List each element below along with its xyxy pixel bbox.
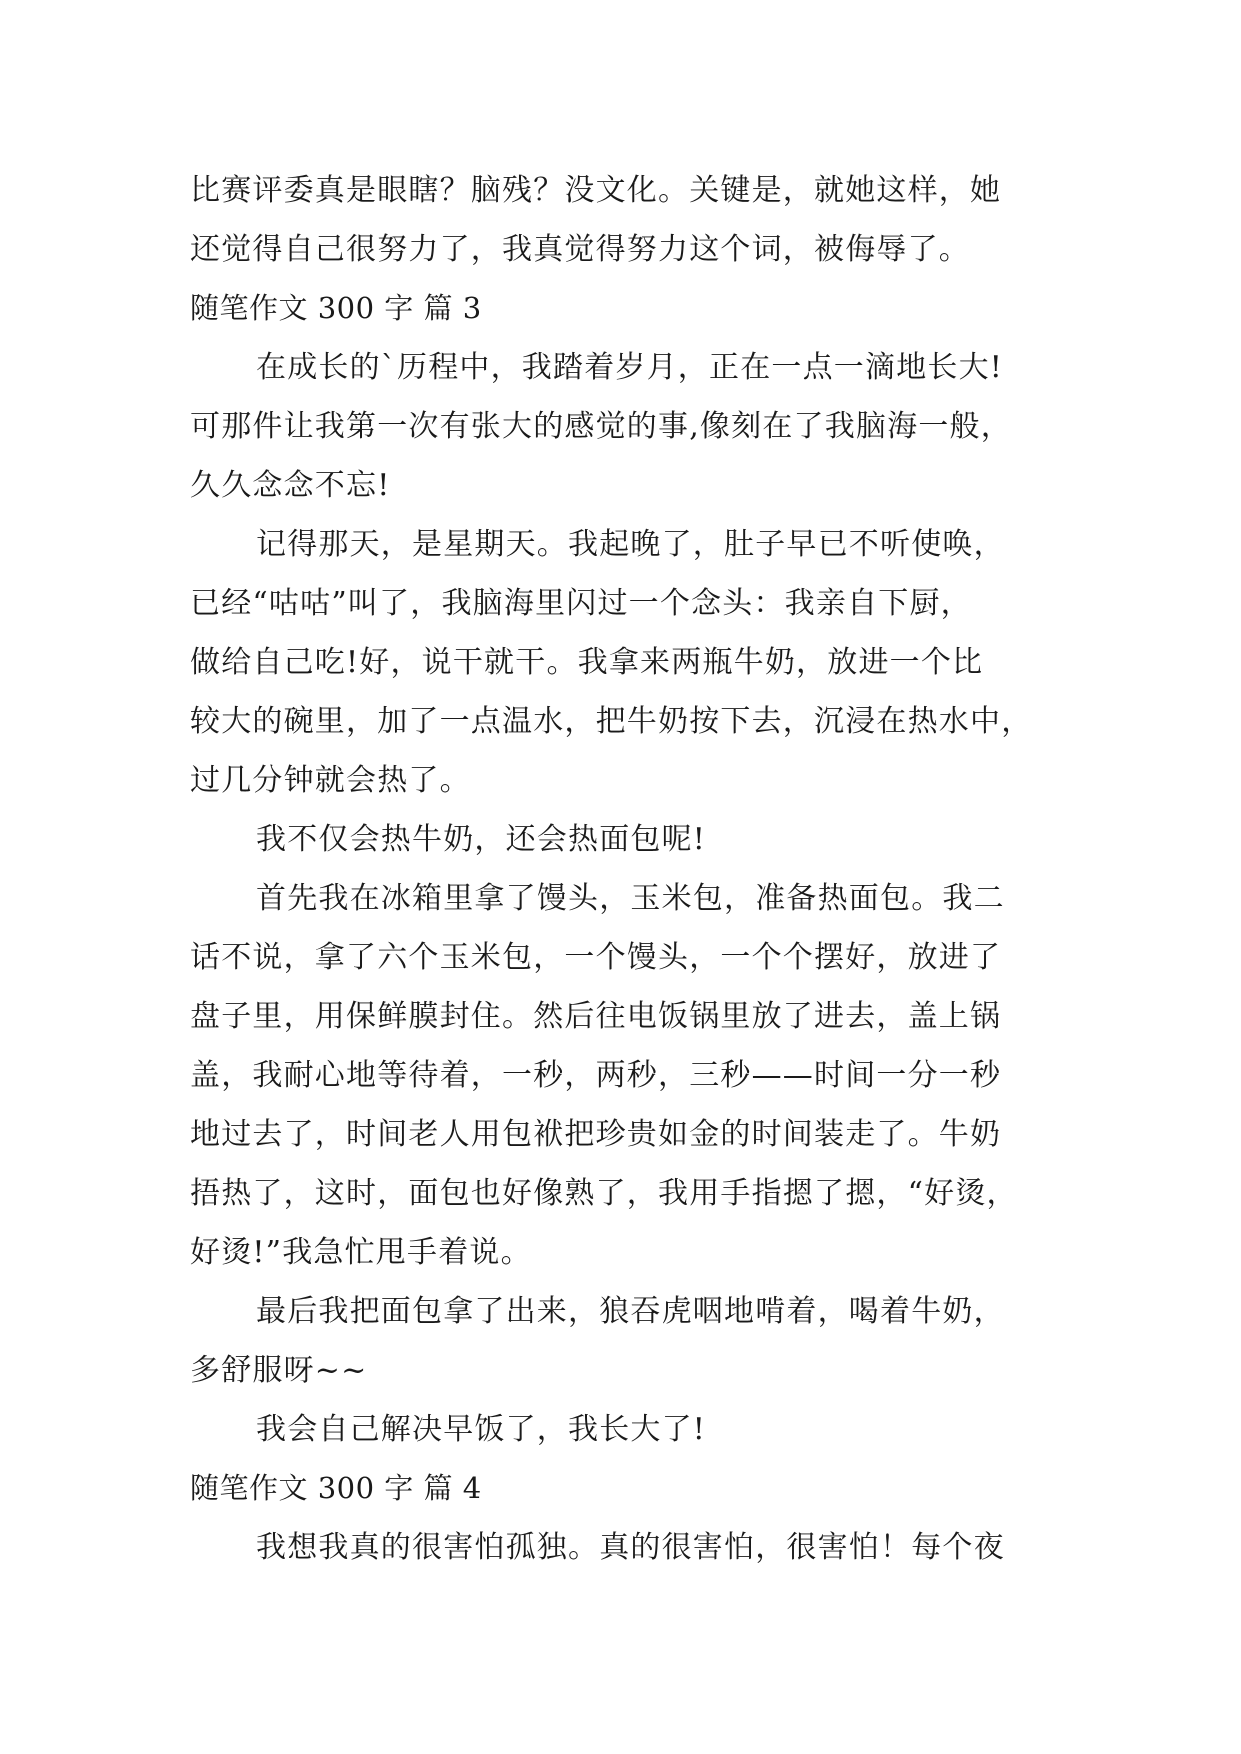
text-line: 比赛评委真是眼瞎？脑残？没文化。关键是，就她这样，她	[190, 173, 1002, 208]
paragraph-first-line: 记得那天，是星期天。我起晚了，肚子早已不听使唤，	[256, 527, 1005, 562]
paragraph-first-line: 我想我真的很害怕孤独。真的很害怕，很害怕！每个夜	[256, 1530, 1005, 1565]
text-line: 久久念念不忘!	[190, 468, 391, 503]
text-line: 盘子里，用保鲜膜封住。然后往电饭锅里放了进去，盖上锅	[190, 999, 1002, 1034]
document-body	[190, 161, 1070, 1577]
paragraph-first-line: 在成长的`历程中，我踏着岁月，正在一点一滴地长大!	[256, 350, 1004, 385]
text-line: 已经“咕咕”叫了，我脑海里闪过一个念头：我亲自下厨，	[190, 586, 972, 621]
text-line: 过几分钟就会热了。	[190, 763, 471, 798]
text-line: 好烫!”我急忙甩手着说。	[190, 1235, 532, 1270]
text-line: 较大的碗里，加了一点温水，把牛奶按下去，沉浸在热水中，	[190, 704, 1033, 739]
text-line: 地过去了，时间老人用包袱把珍贵如金的时间装走了。牛奶	[190, 1117, 1002, 1152]
text-line: 捂热了，这时，面包也好像熟了，我用手指摁了摁，“好烫，	[190, 1176, 1018, 1211]
text-line: 可那件让我第一次有张大的感觉的事,像刻在了我脑海一般，	[190, 409, 1012, 444]
section-heading: 随笔作文 300 字 篇 3	[190, 291, 482, 325]
paragraph-first-line: 首先我在冰箱里拿了馒头，玉米包，准备热面包。我二	[256, 881, 1005, 916]
text-line: 话不说，拿了六个玉米包，一个馒头，一个个摆好，放进了	[190, 940, 1002, 975]
paragraph-first-line: 我不仅会热牛奶，还会热面包呢!	[256, 822, 707, 857]
paragraph-first-line: 我会自己解决早饭了，我长大了!	[256, 1412, 707, 1447]
text-line: 多舒服呀~~	[190, 1353, 368, 1388]
paragraph-first-line: 最后我把面包拿了出来，狼吞虎咽地啃着，喝着牛奶，	[256, 1294, 1005, 1329]
text-line: 还觉得自己很努力了，我真觉得努力这个词，被侮辱了。	[190, 232, 970, 267]
section-heading: 随笔作文 300 字 篇 4	[190, 1471, 482, 1505]
text-line: 盖，我耐心地等待着，一秒，两秒，三秒——时间一分一秒	[190, 1058, 1002, 1093]
text-line: 做给自己吃!好，说干就干。我拿来两瓶牛奶，放进一个比	[190, 645, 984, 680]
